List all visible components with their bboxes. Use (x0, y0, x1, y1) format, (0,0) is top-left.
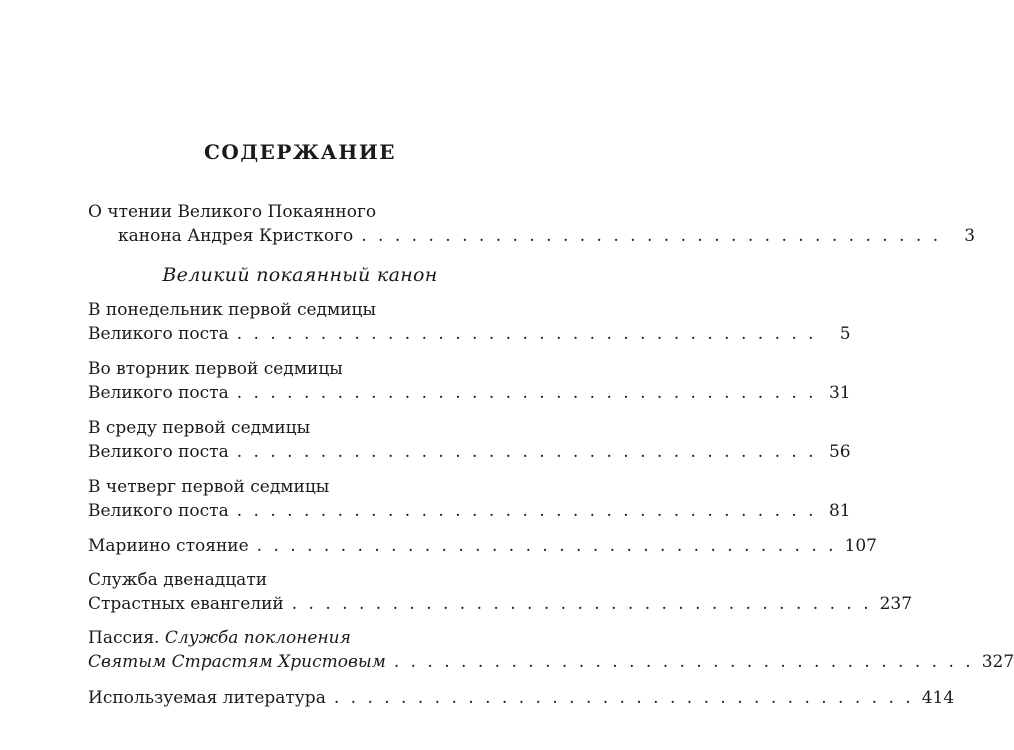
toc-entry-line (88, 224, 976, 248)
toc-entry-line: О чтении Великого Покаянного (88, 202, 377, 222)
toc-entry-line (88, 650, 1014, 674)
toc-entry-line (88, 686, 955, 710)
page-number: 5 (839, 324, 851, 344)
toc-entry-italic-text: Служба поклонения (164, 628, 351, 648)
toc-entry-line: Во вторник первой седмицы (88, 359, 343, 379)
page-number: 56 (828, 442, 851, 462)
toc-entry-line (88, 592, 913, 616)
toc-entry[interactable] (88, 475, 851, 523)
page-number: 237 (879, 594, 913, 614)
toc-entry-line (88, 381, 851, 405)
toc-entry[interactable] (88, 357, 851, 405)
toc-entry-marino[interactable] (88, 534, 877, 558)
toc-entry-line: В среду первой седмицы (88, 418, 311, 438)
toc-entry-text: Великого поста (88, 324, 229, 344)
toc-entry-text: Святым Страстям Христовым (88, 652, 386, 672)
toc-entry-text: Используемая литература (88, 688, 326, 708)
dot-leader: . . . . . . . . . . . . . . . . . . . . . . . . . . . . . . . . . . . (361, 226, 942, 246)
toc-entry-prefix: Пассия. (88, 628, 160, 648)
page-number: 107 (844, 536, 877, 556)
toc-entry-line (88, 322, 851, 346)
section-heading: Великий покаянный канон (162, 264, 438, 286)
toc-entry-line (88, 499, 851, 523)
dot-leader: . . . . . . . . . . . . . . . . . . . . . . . . . . . . . . . . . . . (393, 652, 974, 672)
dot-leader: . . . . . . . . . . . . . . . . . . . . . . . . . . . . . . . . . . . (236, 383, 817, 403)
toc-entry-line: В понедельник первой седмицы (88, 300, 377, 320)
toc-entry-text: Великого поста (88, 442, 229, 462)
page-number: 414 (921, 688, 955, 708)
toc-entry[interactable] (88, 416, 851, 464)
toc-entry-line: Служба двенадцати (88, 570, 268, 590)
toc-entry-text: Великого поста (88, 501, 229, 521)
toc-entry-text: Великого поста (88, 383, 229, 403)
dot-leader: . . . . . . . . . . . . . . . . . . . . . . . . . . . . . . . . . . . (333, 688, 914, 708)
toc-entry-line (88, 440, 851, 464)
dot-leader: . . . . . . . . . . . . . . . . . . . . . . . . . . . . . . . . . . . (236, 442, 817, 462)
page-title: СОДЕРЖАНИЕ (204, 140, 396, 164)
toc-entry-service[interactable] (88, 568, 913, 616)
dot-leader: . . . . . . . . . . . . . . . . . . . . . . . . . . . . . . . . . . . (256, 536, 837, 556)
toc-entry-passion[interactable] (88, 626, 1014, 674)
page-number: 3 (964, 226, 976, 246)
toc-entry-text: Мариино стояние (88, 536, 249, 556)
toc-entry[interactable] (88, 298, 851, 346)
dot-leader: . . . . . . . . . . . . . . . . . . . . . . . . . . . . . . . . . . . (236, 501, 817, 521)
toc-entry-intro[interactable] (88, 200, 976, 248)
toc-entry-line (88, 626, 482, 650)
dot-leader: . . . . . . . . . . . . . . . . . . . . . . . . . . . . . . . . . . . (236, 324, 817, 344)
toc-entry-text: канона Андрея Кристкого (118, 226, 354, 246)
page-number: 327 (981, 652, 1014, 672)
toc-entry-text: Страстных евангелий (88, 594, 284, 614)
toc-entry-line: В четверг первой седмицы (88, 477, 330, 497)
dot-leader: . . . . . . . . . . . . . . . . . . . . . . . . . . . . . . . . . . . (291, 594, 872, 614)
toc-entry-line (88, 534, 877, 558)
toc-entry-literature[interactable] (88, 686, 955, 710)
page-number: 31 (828, 383, 851, 403)
page-number: 81 (828, 501, 851, 521)
